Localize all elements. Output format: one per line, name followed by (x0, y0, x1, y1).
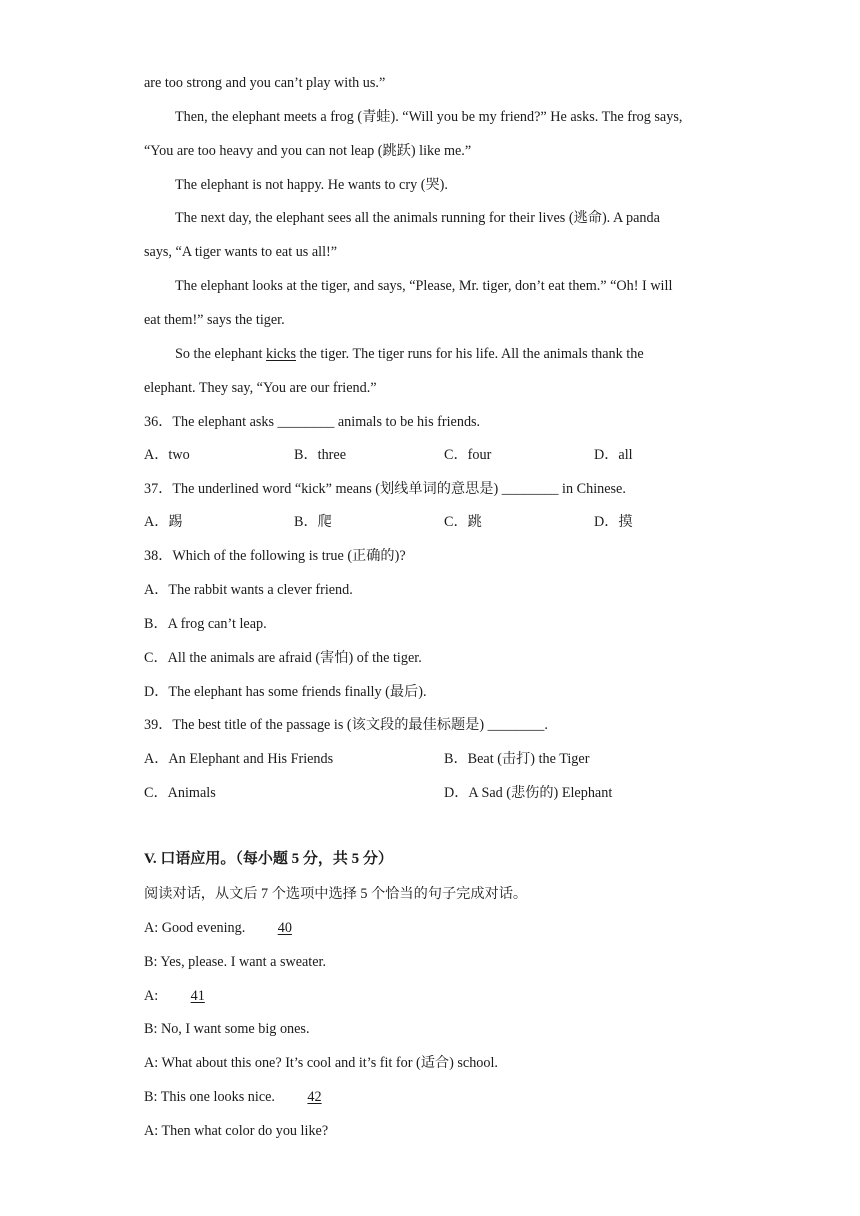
passage-text: So the elephant (175, 346, 267, 362)
passage-line: The elephant is not happy. He wants to cry (哭). (175, 177, 448, 193)
q36-option-a: A．two (144, 447, 190, 463)
question-39-stem: 39．The best title of the passage is (该文段的最佳标题是) ________. (144, 717, 548, 733)
q37-option-b: B．爬 (294, 514, 332, 530)
dialogue-line: B: Yes, please. I want a sweater. (144, 954, 327, 970)
q36-option-c: C．four (444, 447, 492, 463)
dialogue-line: A: Then what color do you like? (144, 1123, 329, 1139)
answer-blank-41: 41 (190, 988, 205, 1004)
q38-option-d: D．The elephant has some friends finally (最后). (144, 684, 427, 700)
q37-option-c: C．跳 (444, 514, 482, 530)
passage-line: says, “A tiger wants to eat us all!” (144, 244, 338, 260)
question-36-stem: 36．The elephant asks ________ animals to be his friends. (144, 414, 481, 430)
dialogue-text: A: Good evening. (144, 920, 249, 936)
answer-blank-42: 42 (307, 1089, 322, 1105)
q38-option-a: A．The rabbit wants a clever friend. (144, 582, 353, 598)
passage-line: The next day, the elephant sees all the animals running for their lives (逃命). A panda (175, 210, 660, 226)
passage-line: elephant. They say, “You are our friend.” (144, 380, 377, 396)
q37-option-a: A．踢 (144, 514, 183, 530)
q39-option-c: C．Animals (144, 785, 216, 801)
question-37-stem: 37．The underlined word “kick” means (划线单词的意思是) ________ in Chinese. (144, 481, 626, 497)
q39-option-b: B．Beat (击打) the Tiger (444, 751, 590, 767)
answer-blank-40: 40 (277, 920, 292, 936)
dialogue-line: B: No, I want some big ones. (144, 1021, 310, 1037)
q36-option-b: B．three (294, 447, 347, 463)
passage-line: “You are too heavy and you can not leap (跳跃) like me.” (144, 143, 472, 159)
passage-line: The elephant looks at the tiger, and says, “Please, Mr. tiger, don’t eat them.” “Oh! I will (175, 278, 673, 294)
dialogue-line (144, 919, 315, 937)
q38-option-b: B．A frog can’t leap. (144, 616, 267, 632)
q39-option-d: D．A Sad (悲伤的) Elephant (444, 785, 613, 801)
passage-line: are too strong and you can’t play with us.” (144, 75, 386, 91)
question-38-stem: 38．Which of the following is true (正确的)? (144, 548, 406, 564)
q37-option-d: D．摸 (594, 514, 633, 530)
section-instruction: 阅读对话，从文后 7 个选项中选择 5 个恰当的句子完成对话。 (144, 886, 528, 902)
q38-option-c: C．All the animals are afraid (害怕) of the tiger. (144, 650, 422, 666)
q39-option-a: A．An Elephant and His Friends (144, 751, 334, 767)
q36-option-d: D．all (594, 447, 633, 463)
passage-line: eat them!” says the tiger. (144, 312, 285, 328)
dialogue-text: B: This one looks nice. (144, 1089, 279, 1105)
dialogue-text: A: (144, 988, 162, 1004)
passage-text: the tiger. The tiger runs for his life. All the animals thank the (295, 346, 644, 362)
underlined-word-kicks: kicks (266, 346, 296, 362)
passage-line: Then, the elephant meets a frog (青蛙). “Will you be my friend?” He asks. The frog says, (175, 109, 683, 125)
passage-line (175, 345, 644, 363)
dialogue-line (144, 1088, 345, 1106)
section-heading: V. 口语应用。（每小题 5 分，共 5 分） (144, 851, 393, 867)
dialogue-line (144, 987, 228, 1005)
dialogue-line: A: What about this one? It’s cool and it’s fit for (适合) school. (144, 1055, 498, 1071)
